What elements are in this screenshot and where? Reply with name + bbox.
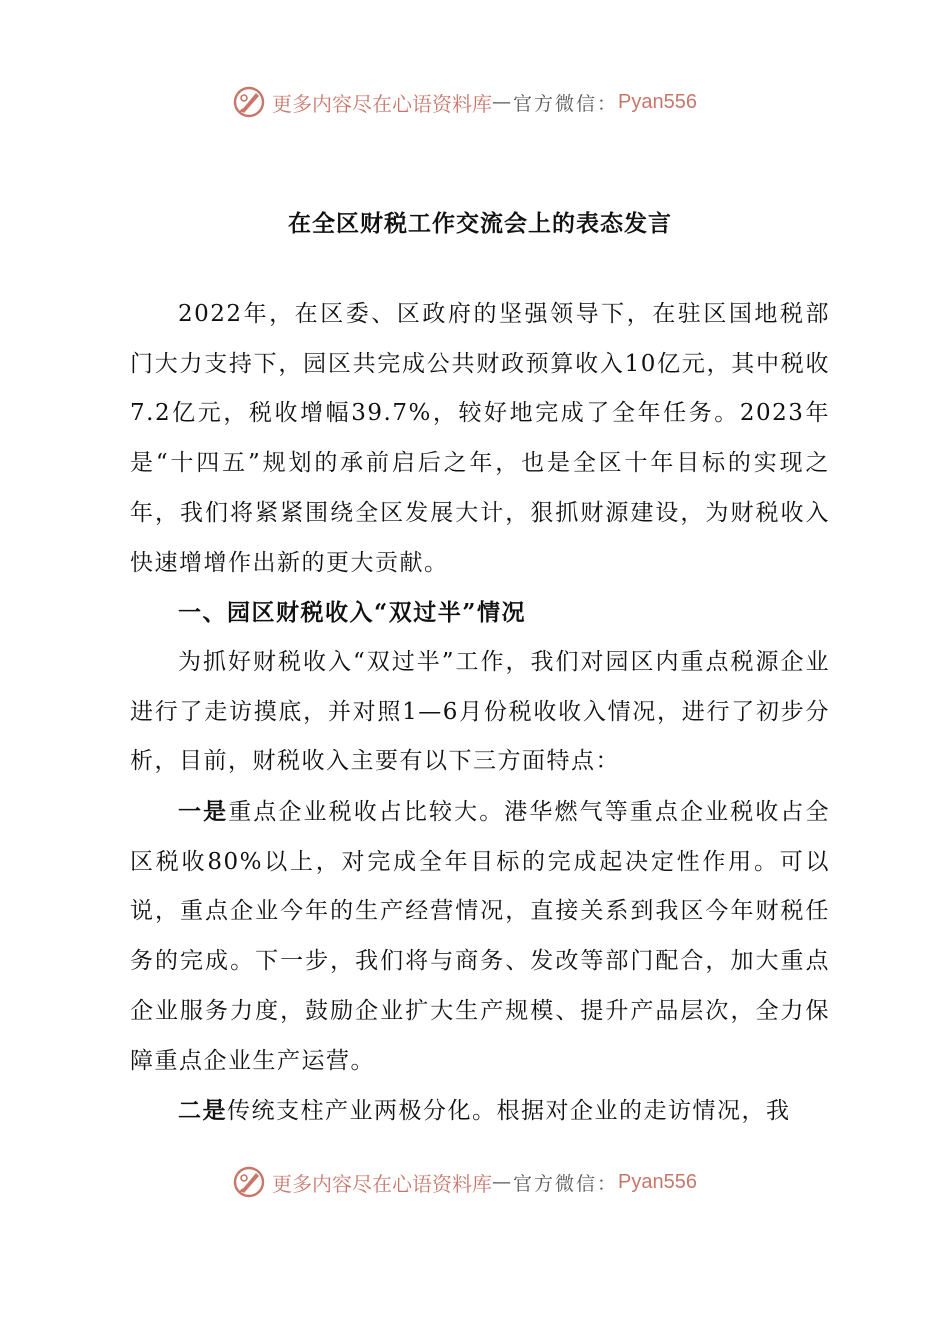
banner-wechat-id: Pyan556	[618, 1170, 697, 1193]
banner-separator: —	[492, 1171, 513, 1193]
footer-banner	[232, 1164, 697, 1200]
quill-pen-logo-icon	[232, 85, 266, 119]
point-1-text: 重点企业税收占比较大。港华燃气等重点企业税收占全区税收80%以上，对完成全年目标的完成起决定性作用。可以说，重点企业今年的生产经营情况，直接关系到我区今年财税任务的完成。下一步，我们将与商务、发改等部门配合，加大重点企业服务力度，鼓励企业扩大生产规模、提升产品层次，全力保障重点企业生产运营。	[130, 799, 831, 1074]
banner-sub-text: 官方微信：	[513, 92, 619, 115]
section-1-intro: 为抓好财税收入“双过半”工作，我们对园区内重点税源企业进行了走访摸底，并对照1—6月份税收收入情况，进行了初步分析，目前，财税收入主要有以下三方面特点：	[130, 648, 830, 775]
section-1-heading: 一、园区财税收入“双过半”情况	[178, 599, 526, 627]
point-2-lead: 二是	[178, 1097, 227, 1125]
header-banner	[232, 84, 697, 120]
document-title: 在全区财税工作交流会上的表态发言	[288, 210, 672, 237]
point-1-lead: 一是	[178, 798, 229, 826]
document-body	[130, 196, 830, 1137]
point-2-paragraph	[130, 1086, 830, 1137]
point-2-text: 传统支柱产业两极分化。根据对企业的走访情况，我	[227, 1098, 791, 1125]
banner-main-text: 更多内容尽在心语资料库	[272, 91, 492, 116]
quill-pen-logo-icon	[232, 1165, 266, 1199]
banner-separator: —	[492, 91, 513, 113]
banner-main-text: 更多内容尽在心语资料库	[272, 1171, 492, 1196]
banner-wechat-id: Pyan556	[618, 90, 697, 113]
intro-paragraph: 2022年，在区委、区政府的坚强领导下，在驻区国地税部门大力支持下，园区共完成公共财政预算收入10亿元，其中税收7.2亿元，税收增幅39.7%，较好地完成了全年任务。2023年是“十四五”规划的承前启后之年，也是全区十年目标的实现之年，我们将紧紧围绕全区发展大计，狠抓财源建设，为财税收入快速增增作出新的更大贡献。	[130, 301, 830, 576]
banner-sub-text: 官方微信：	[513, 1172, 619, 1195]
point-1-paragraph	[130, 787, 830, 1086]
